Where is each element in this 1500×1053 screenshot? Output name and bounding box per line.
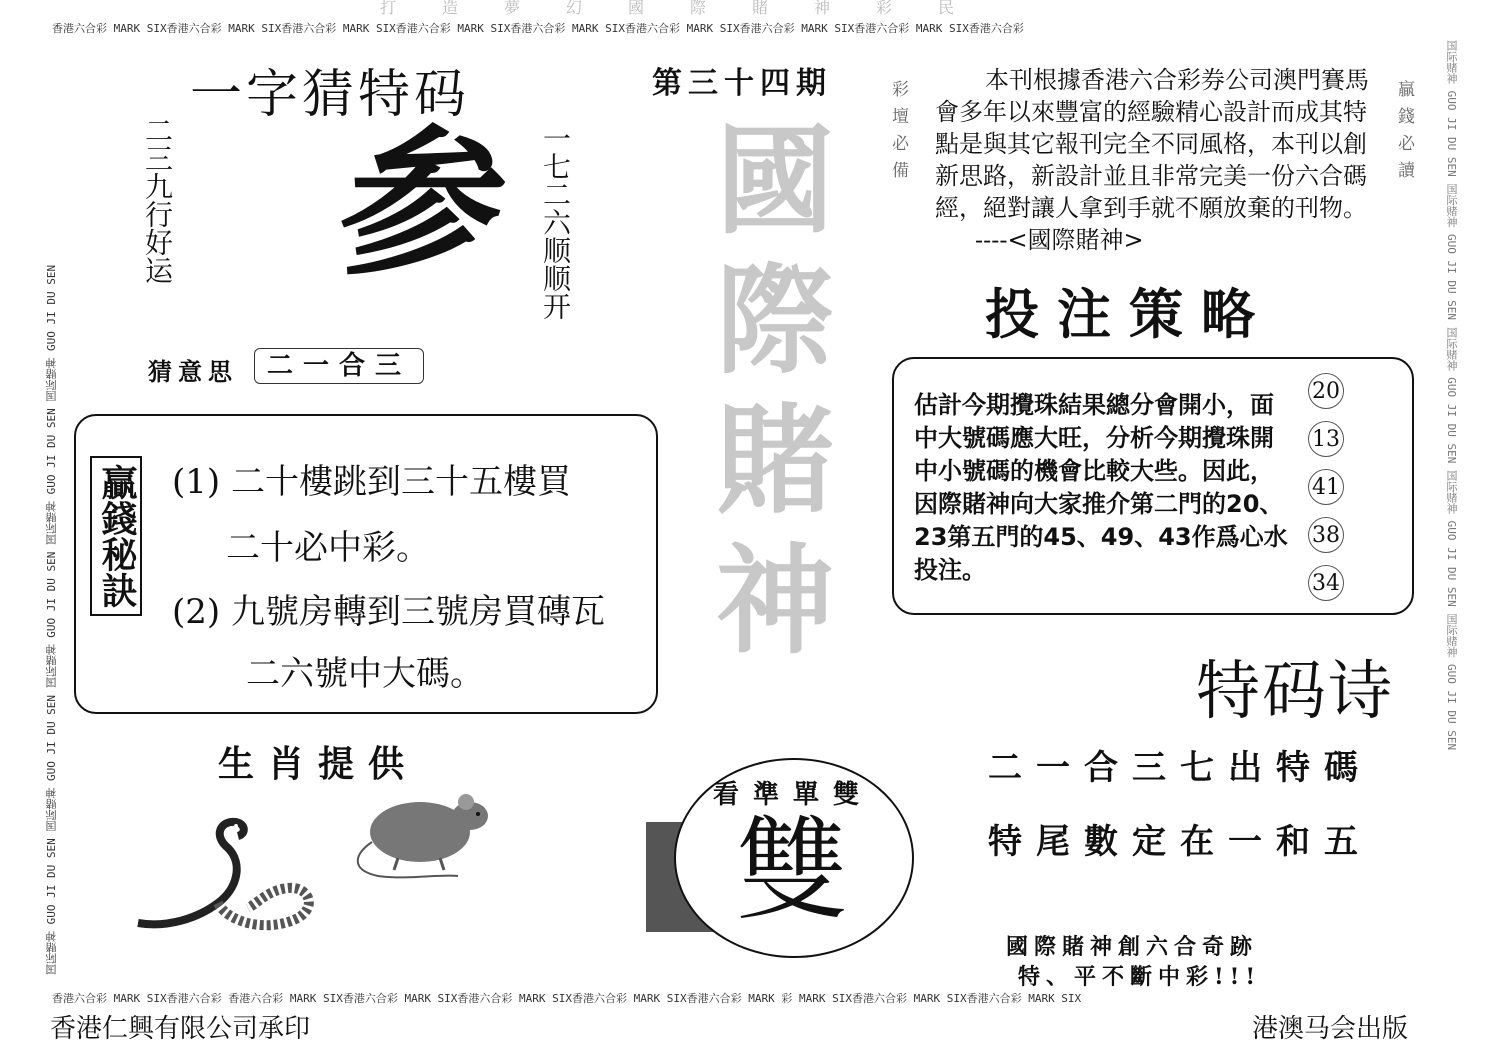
top-faded-title: 打造夢幻國際賭神彩民: [380, 0, 1001, 16]
strategy-number: 38: [1308, 517, 1344, 553]
secret-line1: (1) 二十樓跳到三十五樓買: [172, 462, 571, 502]
strategy-numbers: [1308, 373, 1348, 601]
strategy-number: 13: [1308, 421, 1344, 457]
secret-line1b: 二十必中彩。: [226, 528, 430, 568]
footer-publisher: 港澳马会出版: [1252, 1014, 1409, 1044]
poem-line1: 二一合三七出特碼: [988, 748, 1372, 788]
top-banner-strip: 香港六合彩 MARK SIX香港六合彩 MARK SIX香港六合彩 MARK SIX香港六合彩 MARK SIX香港六合彩 MARK SIX香港六合彩 MARK SIX香港六合彩 MARK SIX香港六合彩 MARK SIX香港六合彩: [52, 22, 1024, 35]
intro-signature: ----<國際賭神>: [975, 226, 1144, 254]
poem-title: 特码诗: [1196, 655, 1394, 729]
guess-right-verse: 一七二六顺顺开: [539, 124, 572, 320]
zodiac-title: 生肖提供: [218, 743, 419, 785]
intro-text: 本刊根據香港六合彩券公司澳門賽馬會多年以來豐富的經驗精心設計而成其特點是與其它報刊完全不同風格，本刊以創新思路，新設計並且非常完美一份六合碼經，絕對讓人拿到手就不願放棄的刊物。: [935, 66, 1369, 222]
secret-line2b: 二六號中大碼。: [246, 654, 484, 694]
slogan-line1: 國際賭神創六合奇跡: [1006, 934, 1259, 960]
meaning-value: 二一合三: [254, 348, 424, 384]
snake-icon: [128, 808, 328, 938]
strategy-number: 20: [1308, 373, 1344, 409]
intro-side-left: 彩壇必備: [888, 80, 908, 188]
strategy-number: 34: [1308, 565, 1344, 601]
stamp-arc-text: 看準單雙: [712, 780, 873, 810]
secret-label: 贏錢秘訣: [90, 456, 142, 616]
right-banner-strip: 国际赌神 GUO JI DU SEN 国际赌神 GUO JI DU SEN 国际赌神 GUO JI DU SEN 国际赌神 GUO JI DU SEN 国际赌神 GUO JI DU SEN: [1445, 40, 1458, 751]
strategy-number: 41: [1308, 469, 1344, 505]
slogan-line2: 特、平不斷中彩!!!: [1018, 964, 1261, 990]
strategy-text: 估計今期攪珠結果總分會開小，面中大號碼應大旺，分析今期攪珠開中小號碼的機會比較大些。因此，因際賭神向大家推介第二門的20、23第五門的45、49、43作爲心水投注。: [914, 391, 1288, 584]
strategy-title: 投注策略: [985, 282, 1273, 346]
strategy-box: [892, 357, 1414, 615]
footer-printer: 香港仁興有限公司承印: [50, 1014, 311, 1044]
guess-big-char: 参: [330, 109, 491, 297]
meaning-label: 猜意思: [148, 357, 238, 386]
intro-paragraph: [935, 64, 1380, 256]
intro-side-right: 贏錢必讀: [1394, 80, 1414, 188]
left-banner-strip: 国际赌神 GUO JI DU SEN 国际赌神 GUO JI DU SEN 国际赌神 GUO JI DU SEN 国际赌神 GUO JI DU SEN 国际赌神 GUO JI DU SEN: [45, 264, 58, 975]
center-brand: 國際賭神: [696, 118, 835, 678]
secret-line2: (2) 九號房轉到三號房買磚瓦: [172, 592, 605, 632]
bottom-banner-strip: 香港六合彩 MARK SIX香港六合彩 香港六合彩 MARK SIX香港六合彩 MARK SIX香港六合彩 MARK SIX香港六合彩 MARK SIX香港六合彩 MARK 彩 MARK SIX香港六合彩 MARK SIX香港六合彩 MARK SIX: [52, 992, 1082, 1005]
poem-line2: 特尾數定在一和五: [988, 822, 1372, 862]
guess-title: 一字猜特码: [190, 65, 471, 125]
stamp-big-char: 雙: [736, 806, 848, 936]
rat-icon: [348, 786, 498, 882]
secret-box: [74, 414, 658, 714]
issue-label: 第三十四期: [652, 66, 832, 101]
guess-left-verse: 二三九行好运: [141, 116, 174, 284]
